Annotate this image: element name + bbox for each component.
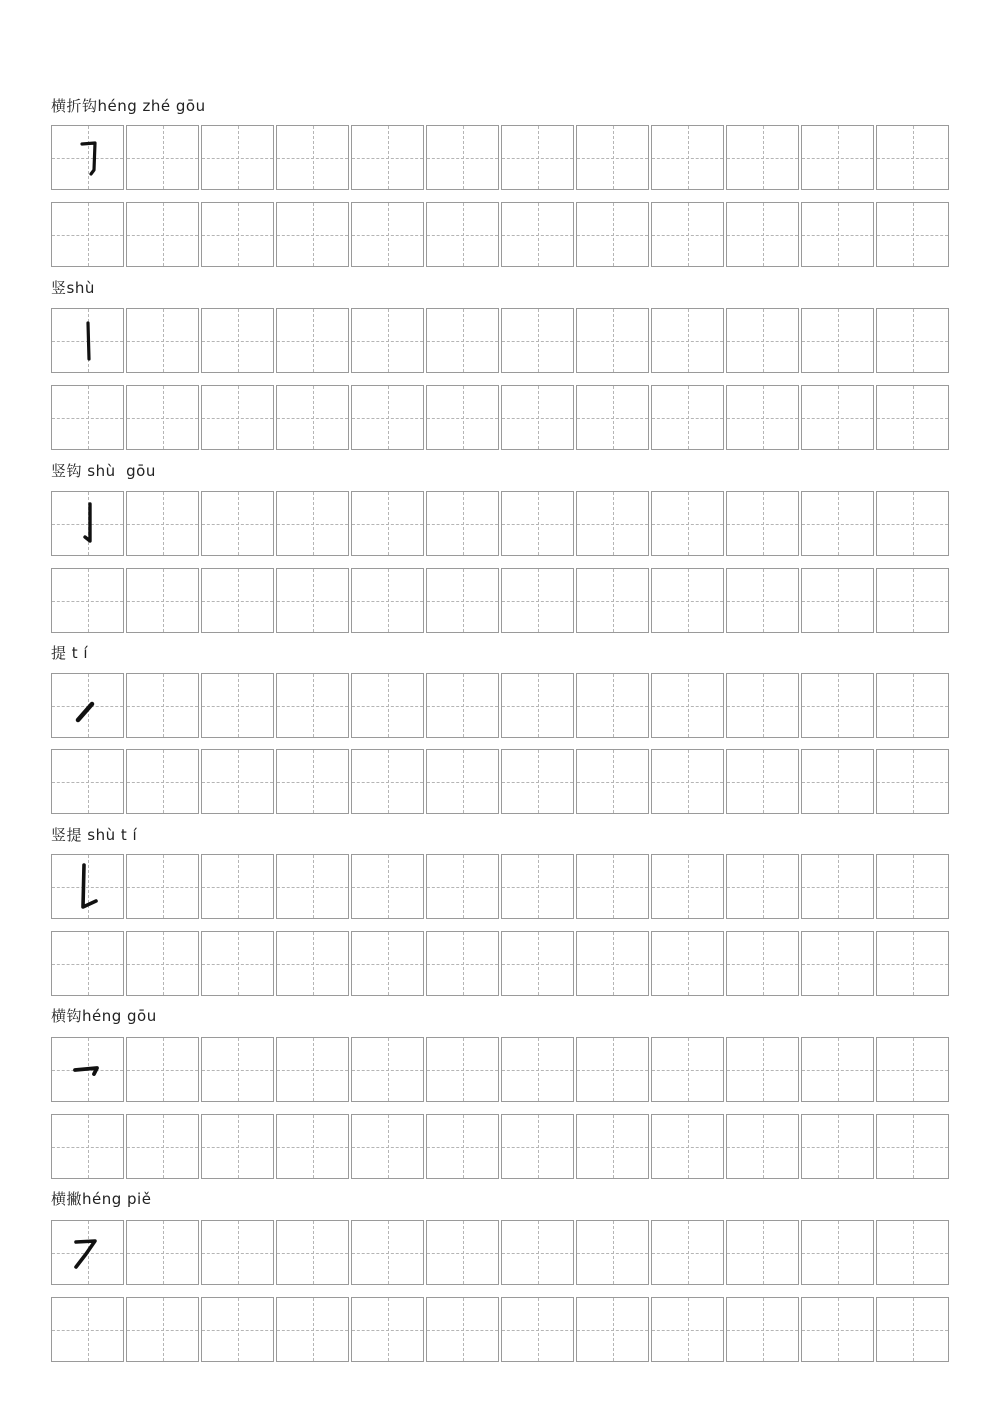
writing-cell bbox=[651, 568, 724, 633]
grid-row bbox=[51, 1114, 949, 1179]
writing-cell bbox=[351, 202, 424, 267]
writing-cell bbox=[651, 1037, 724, 1102]
writing-cell bbox=[876, 854, 949, 919]
writing-cell bbox=[351, 749, 424, 814]
writing-cell bbox=[276, 1297, 349, 1362]
section-label: 竖提 shù t í bbox=[51, 826, 138, 844]
writing-cell bbox=[351, 1297, 424, 1362]
writing-cell bbox=[651, 1297, 724, 1362]
grid-row bbox=[51, 931, 949, 996]
writing-cell bbox=[501, 308, 574, 373]
writing-cell bbox=[126, 931, 199, 996]
writing-cell bbox=[276, 1220, 349, 1285]
writing-cell bbox=[351, 673, 424, 738]
heng-zhe-gou-stroke-icon bbox=[52, 126, 125, 191]
grid-row bbox=[51, 125, 949, 190]
writing-cell bbox=[276, 568, 349, 633]
ti-stroke-icon bbox=[52, 674, 125, 739]
writing-cell bbox=[726, 568, 799, 633]
writing-cell bbox=[576, 854, 649, 919]
writing-cell bbox=[201, 1220, 274, 1285]
writing-cell bbox=[801, 308, 874, 373]
writing-cell bbox=[51, 1037, 124, 1102]
writing-cell bbox=[801, 491, 874, 556]
writing-cell bbox=[201, 749, 274, 814]
writing-cell bbox=[276, 491, 349, 556]
writing-cell bbox=[576, 1220, 649, 1285]
writing-cell bbox=[726, 673, 799, 738]
writing-cell bbox=[51, 1297, 124, 1362]
grid-row bbox=[51, 673, 949, 738]
writing-cell bbox=[126, 854, 199, 919]
writing-cell bbox=[276, 1037, 349, 1102]
writing-cell bbox=[351, 308, 424, 373]
grid-row bbox=[51, 749, 949, 814]
writing-cell bbox=[576, 931, 649, 996]
writing-cell bbox=[651, 491, 724, 556]
writing-cell bbox=[426, 749, 499, 814]
writing-cell bbox=[126, 202, 199, 267]
writing-cell bbox=[801, 1037, 874, 1102]
shu-ti-stroke-icon bbox=[52, 855, 125, 920]
writing-cell bbox=[276, 749, 349, 814]
writing-cell bbox=[726, 1220, 799, 1285]
writing-cell bbox=[876, 1297, 949, 1362]
grid-row bbox=[51, 1297, 949, 1362]
writing-cell bbox=[351, 931, 424, 996]
writing-cell bbox=[51, 673, 124, 738]
writing-cell bbox=[876, 385, 949, 450]
writing-cell bbox=[501, 931, 574, 996]
writing-cell bbox=[801, 125, 874, 190]
writing-cell bbox=[201, 931, 274, 996]
writing-cell bbox=[201, 673, 274, 738]
writing-cell bbox=[876, 491, 949, 556]
writing-cell bbox=[351, 491, 424, 556]
writing-cell bbox=[651, 931, 724, 996]
writing-cell bbox=[801, 385, 874, 450]
writing-cell bbox=[201, 1114, 274, 1179]
writing-cell bbox=[576, 385, 649, 450]
writing-cell bbox=[126, 749, 199, 814]
writing-cell bbox=[876, 125, 949, 190]
writing-cell bbox=[126, 1114, 199, 1179]
writing-cell bbox=[876, 308, 949, 373]
writing-cell bbox=[801, 749, 874, 814]
writing-cell bbox=[726, 854, 799, 919]
writing-cell bbox=[126, 673, 199, 738]
writing-cell bbox=[501, 1037, 574, 1102]
writing-cell bbox=[201, 202, 274, 267]
writing-cell bbox=[351, 568, 424, 633]
writing-cell bbox=[51, 308, 124, 373]
writing-cell bbox=[876, 1220, 949, 1285]
writing-cell bbox=[201, 308, 274, 373]
writing-cell bbox=[51, 1220, 124, 1285]
section-label: 竖shù bbox=[51, 279, 95, 297]
writing-cell bbox=[351, 1037, 424, 1102]
grid-row bbox=[51, 568, 949, 633]
writing-cell bbox=[876, 1037, 949, 1102]
writing-cell bbox=[201, 385, 274, 450]
writing-cell bbox=[876, 568, 949, 633]
section-label: 横折钩héng zhé gōu bbox=[51, 97, 206, 115]
writing-cell bbox=[501, 854, 574, 919]
writing-cell bbox=[201, 491, 274, 556]
writing-cell bbox=[726, 308, 799, 373]
writing-cell bbox=[501, 1114, 574, 1179]
writing-cell bbox=[276, 931, 349, 996]
grid-row bbox=[51, 385, 949, 450]
writing-cell bbox=[276, 202, 349, 267]
writing-cell bbox=[651, 385, 724, 450]
writing-cell bbox=[126, 1297, 199, 1362]
writing-cell bbox=[651, 1220, 724, 1285]
section-label: 横撇héng piě bbox=[51, 1190, 152, 1208]
writing-cell bbox=[351, 854, 424, 919]
writing-cell bbox=[51, 568, 124, 633]
writing-cell bbox=[351, 125, 424, 190]
writing-cell bbox=[651, 1114, 724, 1179]
heng-gou-stroke-icon bbox=[52, 1038, 125, 1103]
writing-cell bbox=[501, 1220, 574, 1285]
writing-cell bbox=[51, 854, 124, 919]
writing-cell bbox=[576, 202, 649, 267]
writing-cell bbox=[501, 125, 574, 190]
writing-cell bbox=[801, 202, 874, 267]
writing-cell bbox=[351, 385, 424, 450]
writing-cell bbox=[726, 1037, 799, 1102]
writing-cell bbox=[51, 749, 124, 814]
writing-cell bbox=[801, 1220, 874, 1285]
grid-row bbox=[51, 1037, 949, 1102]
writing-cell bbox=[201, 125, 274, 190]
writing-cell bbox=[426, 125, 499, 190]
writing-cell bbox=[51, 125, 124, 190]
writing-cell bbox=[576, 1297, 649, 1362]
writing-cell bbox=[426, 491, 499, 556]
writing-cell bbox=[801, 1114, 874, 1179]
writing-cell bbox=[501, 568, 574, 633]
grid-row bbox=[51, 854, 949, 919]
writing-cell bbox=[726, 202, 799, 267]
grid-row bbox=[51, 308, 949, 373]
writing-cell bbox=[876, 202, 949, 267]
writing-cell bbox=[576, 673, 649, 738]
writing-cell bbox=[576, 749, 649, 814]
writing-cell bbox=[501, 1297, 574, 1362]
writing-cell bbox=[126, 568, 199, 633]
writing-cell bbox=[51, 1114, 124, 1179]
grid-row bbox=[51, 202, 949, 267]
writing-cell bbox=[801, 568, 874, 633]
section-label: 竖钩 shù gōu bbox=[51, 462, 156, 480]
writing-cell bbox=[126, 125, 199, 190]
grid-row bbox=[51, 1220, 949, 1285]
writing-cell bbox=[276, 673, 349, 738]
writing-cell bbox=[276, 1114, 349, 1179]
writing-cell bbox=[126, 1037, 199, 1102]
writing-cell bbox=[726, 749, 799, 814]
writing-cell bbox=[876, 1114, 949, 1179]
writing-cell bbox=[576, 1114, 649, 1179]
writing-cell bbox=[876, 673, 949, 738]
writing-cell bbox=[426, 1037, 499, 1102]
writing-cell bbox=[876, 931, 949, 996]
writing-cell bbox=[651, 673, 724, 738]
writing-cell bbox=[126, 385, 199, 450]
writing-cell bbox=[726, 125, 799, 190]
writing-cell bbox=[576, 1037, 649, 1102]
writing-cell bbox=[276, 125, 349, 190]
writing-cell bbox=[801, 673, 874, 738]
writing-cell bbox=[501, 749, 574, 814]
writing-cell bbox=[501, 491, 574, 556]
shu-stroke-icon bbox=[52, 309, 125, 374]
writing-cell bbox=[351, 1220, 424, 1285]
writing-cell bbox=[201, 1037, 274, 1102]
writing-cell bbox=[501, 202, 574, 267]
writing-cell bbox=[126, 1220, 199, 1285]
writing-cell bbox=[51, 385, 124, 450]
writing-cell bbox=[276, 385, 349, 450]
writing-cell bbox=[426, 673, 499, 738]
writing-cell bbox=[426, 854, 499, 919]
writing-cell bbox=[876, 749, 949, 814]
writing-cell bbox=[426, 568, 499, 633]
section-label: 提 t í bbox=[51, 644, 89, 662]
writing-cell bbox=[276, 308, 349, 373]
writing-cell bbox=[126, 491, 199, 556]
writing-cell bbox=[801, 931, 874, 996]
writing-cell bbox=[801, 1297, 874, 1362]
writing-cell bbox=[51, 202, 124, 267]
writing-cell bbox=[426, 1220, 499, 1285]
writing-cell bbox=[426, 202, 499, 267]
writing-cell bbox=[801, 854, 874, 919]
writing-cell bbox=[126, 308, 199, 373]
writing-cell bbox=[51, 931, 124, 996]
writing-cell bbox=[651, 854, 724, 919]
writing-cell bbox=[201, 568, 274, 633]
writing-cell bbox=[576, 125, 649, 190]
grid-row bbox=[51, 491, 949, 556]
writing-cell bbox=[651, 308, 724, 373]
writing-cell bbox=[501, 673, 574, 738]
writing-cell bbox=[576, 308, 649, 373]
writing-cell bbox=[651, 202, 724, 267]
writing-cell bbox=[201, 1297, 274, 1362]
heng-pie-stroke-icon bbox=[52, 1221, 125, 1286]
writing-cell bbox=[276, 854, 349, 919]
writing-cell bbox=[501, 385, 574, 450]
writing-cell bbox=[726, 1297, 799, 1362]
writing-cell bbox=[726, 931, 799, 996]
writing-cell bbox=[426, 1297, 499, 1362]
writing-cell bbox=[51, 491, 124, 556]
writing-cell bbox=[201, 854, 274, 919]
writing-cell bbox=[651, 125, 724, 190]
section-label: 横钩héng gōu bbox=[51, 1007, 157, 1025]
shu-gou-stroke-icon bbox=[52, 492, 125, 557]
writing-cell bbox=[426, 1114, 499, 1179]
writing-cell bbox=[651, 749, 724, 814]
writing-cell bbox=[426, 931, 499, 996]
writing-cell bbox=[576, 491, 649, 556]
writing-cell bbox=[351, 1114, 424, 1179]
writing-cell bbox=[726, 385, 799, 450]
writing-cell bbox=[726, 491, 799, 556]
writing-cell bbox=[576, 568, 649, 633]
writing-cell bbox=[426, 385, 499, 450]
writing-cell bbox=[726, 1114, 799, 1179]
writing-cell bbox=[426, 308, 499, 373]
